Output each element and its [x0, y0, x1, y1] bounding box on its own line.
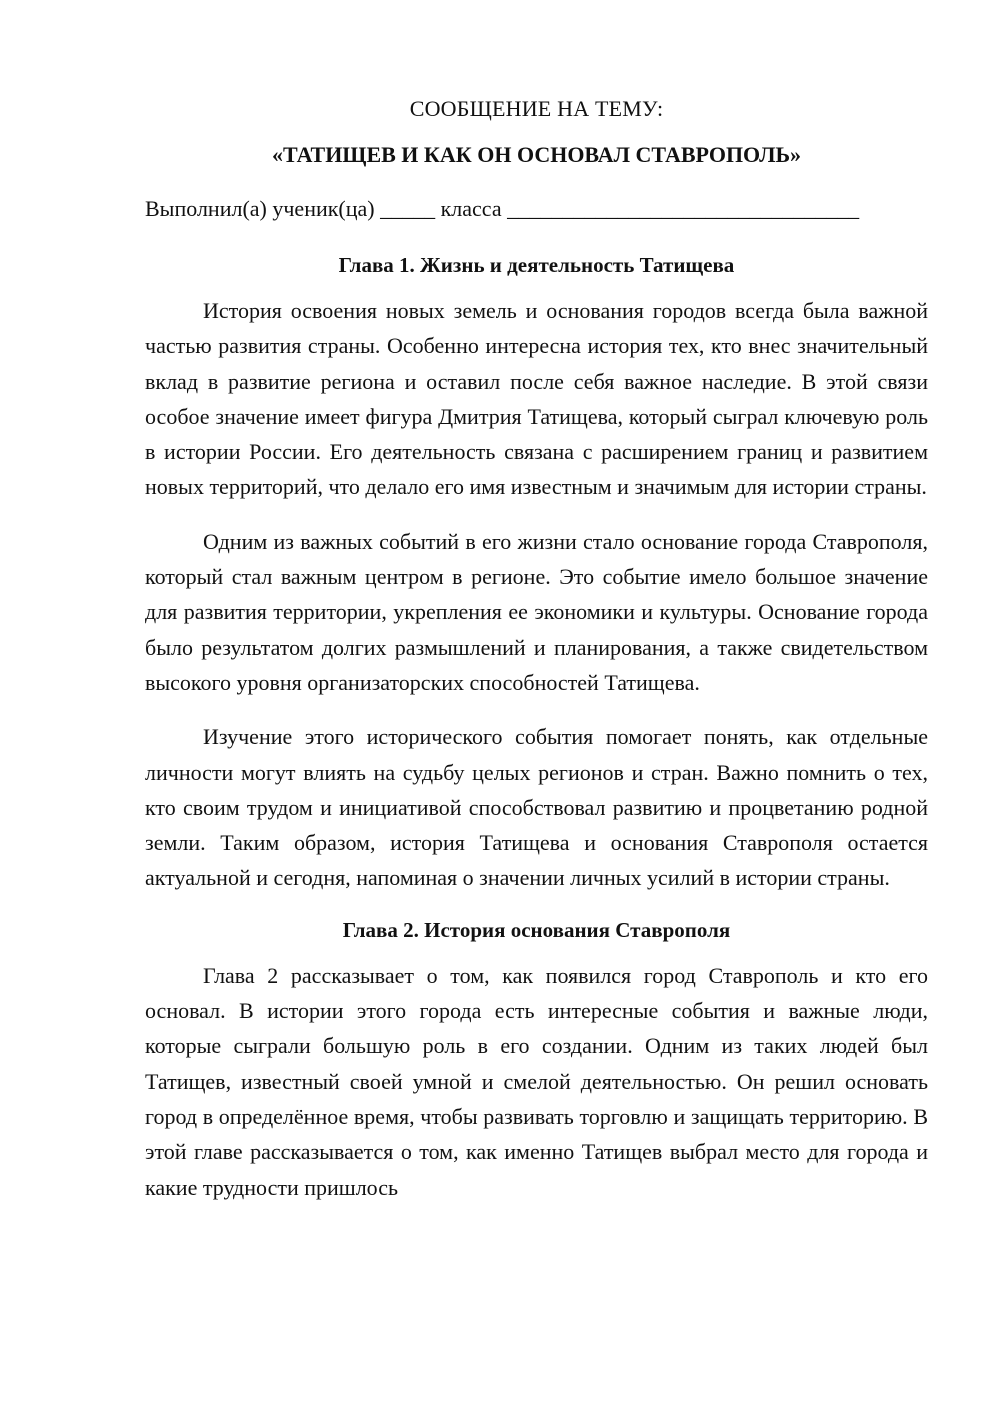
author-line: Выполнил(а) ученик(ца) _____ класса ________________________________ [145, 196, 860, 221]
paragraph: История освоения новых земель и основания городов всегда была важной частью развития страны. Особенно интересна история тех, кто внес значительный вклад в развитие региона и оставил после себя важное наследие. В этой связи особое значение имеет фигура Дмитрия Татищева, который сыграл ключевую роль в истории России. Его деятельность связана с расширением границ и развитием новых территорий, что делало его имя известным и значимым для истории страны. [145, 298, 928, 500]
paragraph: Одним из важных событий в его жизни стало основание города Ставрополя, который стал важным центром в регионе. Это событие имело большое значение для развития территории, укрепления ее экономики и культуры. Основание города было результатом долгих размышлений и планирования, а также свидетельством высокого уровня организаторских способностей Татищева. [145, 528, 928, 695]
document-page [145, 94, 928, 1205]
paragraph: Глава 2 рассказывает о том, как появился город Ставрополь и кто его основал. В истории этого города есть интересные события и важные люди, которые сыграли большую роль в его создании. Одним из таких людей был Татищев, известный своей умной и смелой деятельностью. Он решил основать город в определённое время, чтобы развивать торговлю и защищать территорию. В этой главе рассказывается о том, как именно Татищев выбрал место для города и какие трудности пришлось [145, 962, 928, 1200]
document-title: СООБЩЕНИЕ НА ТЕМУ: [409, 96, 664, 121]
document-topic: «ТАТИЩЕВ И КАК ОН ОСНОВАЛ СТАВРОПОЛЬ» [271, 142, 802, 167]
chapter-heading: Глава 2. История основания Ставрополя [342, 917, 731, 942]
chapter-2 [145, 915, 928, 1205]
chapter-heading: Глава 1. Жизнь и деятельность Татищева [338, 253, 735, 277]
chapter-1 [145, 250, 928, 896]
paragraph: Изучение этого исторического события помогает понять, как отдельные личности могут влиять на судьбу целых регионов и стран. Важно помнить о тех, кто своим трудом и инициативой способствовал развитию и процветанию родной земли. Таким образом, история Татищева и основания Ставрополя остается актуальной и сегодня, напоминая о значении личных усилий в истории страны. [145, 724, 928, 891]
